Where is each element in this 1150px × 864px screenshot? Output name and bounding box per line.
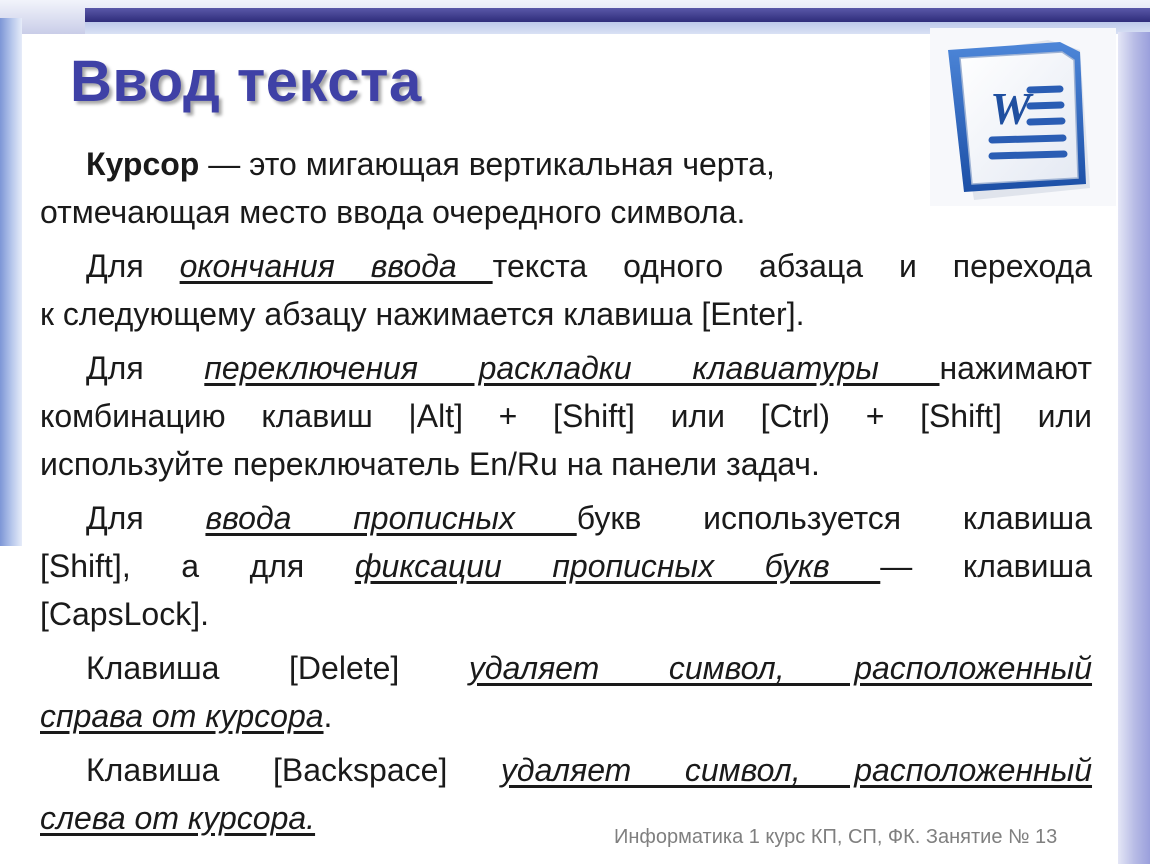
left-decoration-bar [0,18,22,546]
emphasis-text: справа от курсора [40,698,324,734]
text-line [40,344,1092,392]
term-cursor: Курсор [86,146,200,182]
text-span: Клавиша [Backspace] [86,752,501,788]
paragraph-cursor [40,140,1092,236]
text-span: Для [86,248,180,284]
text-span: нажимают [939,350,1092,386]
text-line [40,242,1092,290]
slide-body [40,140,1092,842]
emphasis-text: слева от курсора. [40,800,316,836]
emphasis-text: фиксации прописных букв [354,548,881,584]
text-span: [Shift], а для [40,548,355,584]
text-span: отмечающая место ввода очередного символа. [40,194,746,230]
text-span: Для [86,500,206,536]
word-logo-letter: W [990,83,1031,134]
text-span: Для [86,350,205,386]
text-span: — это мигающая вертикальная черта, [199,146,775,182]
paragraph-capitals [40,494,1092,638]
text-line: к следующему абзацу нажимается клавиша [Enter]. [40,296,805,332]
emphasis-text: переключения раскладки клавиатуры [204,350,940,386]
right-decoration-bar [1118,32,1150,864]
paragraph-layout-switch [40,344,1092,488]
text-span: Клавиша [Delete] [86,650,469,686]
slide-title: Ввод текста [70,49,422,114]
text-line [40,494,1092,542]
emphasis-text: окончания ввода [179,248,493,284]
emphasis-text: удаляет символ, расположенный [500,752,1093,788]
top-accent-strip [85,8,1150,22]
emphasis-text: ввода прописных [205,500,577,536]
text-line [40,746,1092,794]
text-line [40,542,1092,590]
text-span: букв используется клавиша [576,500,1092,536]
paragraph-enter [40,242,1092,338]
paragraph-delete [40,644,1092,740]
text-span: текста одного абзаца и перехода [492,248,1093,284]
text-span: — клавиша [880,548,1093,584]
text-line [40,692,1092,740]
text-span: . [323,698,333,734]
slide-footer: Информатика 1 курс КП, СП, ФК. Занятие № 13 [614,826,1058,848]
text-line [40,644,1092,692]
text-line: [CapsLock]. [40,596,209,632]
emphasis-text: удаляет символ, расположенный [468,650,1093,686]
text-line: комбинацию клавиш |Alt] + [Shift] или [Ctrl) + [Shift] или [40,398,1092,434]
text-line: используйте переключатель En/Ru на панели задач. [40,446,820,482]
